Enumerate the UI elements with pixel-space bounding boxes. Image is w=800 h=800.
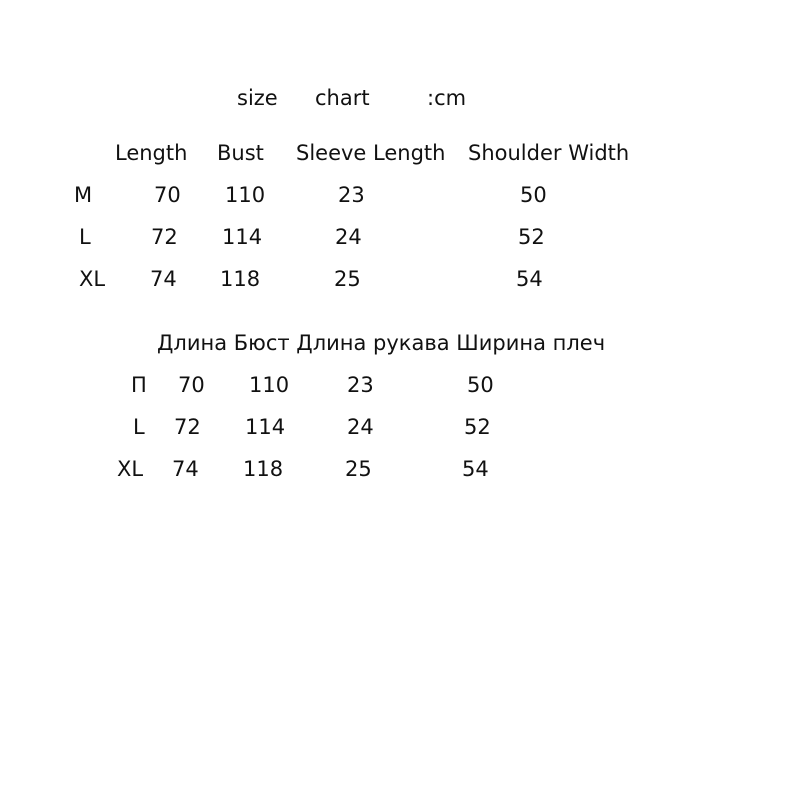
cell-length: 74 xyxy=(150,267,177,291)
cell-sleeve-length: 24 xyxy=(347,415,374,439)
row-size-label: M xyxy=(74,183,93,207)
cell-shoulder-width: 52 xyxy=(464,415,491,439)
cell-bust: 114 xyxy=(222,225,263,249)
cell-sleeve-length: 23 xyxy=(347,373,374,397)
header-bust: Bust xyxy=(217,141,264,165)
title-size: size xyxy=(237,86,278,110)
cell-shoulder-width: 54 xyxy=(516,267,543,291)
cell-bust: 114 xyxy=(245,415,286,439)
cell-bust: 118 xyxy=(243,457,284,481)
cell-length: 72 xyxy=(174,415,201,439)
cell-bust: 110 xyxy=(225,183,266,207)
header-sleeve-length: Sleeve Length xyxy=(296,141,446,165)
cell-sleeve-length: 25 xyxy=(334,267,361,291)
russian-header-line: Длина Бюст Длина рукава Ширина плеч xyxy=(157,331,606,355)
cell-bust: 118 xyxy=(220,267,261,291)
header-length: Length xyxy=(115,141,188,165)
cell-sleeve-length: 25 xyxy=(345,457,372,481)
row-size-label: L xyxy=(79,225,91,249)
header-shoulder-width: Shoulder Width xyxy=(468,141,630,165)
cell-bust: 110 xyxy=(249,373,290,397)
cell-length: 70 xyxy=(178,373,205,397)
cell-sleeve-length: 24 xyxy=(335,225,362,249)
cell-shoulder-width: 54 xyxy=(462,457,489,481)
row-size-label: XL xyxy=(117,457,144,481)
cell-length: 74 xyxy=(172,457,199,481)
row-size-label: П xyxy=(131,373,147,397)
cell-shoulder-width: 52 xyxy=(518,225,545,249)
cell-length: 70 xyxy=(154,183,181,207)
title-unit: :cm xyxy=(427,86,467,110)
cell-length: 72 xyxy=(151,225,178,249)
cell-shoulder-width: 50 xyxy=(520,183,547,207)
cell-shoulder-width: 50 xyxy=(467,373,494,397)
title-chart: chart xyxy=(315,86,370,110)
row-size-label: L xyxy=(133,415,145,439)
row-size-label: XL xyxy=(79,267,106,291)
cell-sleeve-length: 23 xyxy=(338,183,365,207)
